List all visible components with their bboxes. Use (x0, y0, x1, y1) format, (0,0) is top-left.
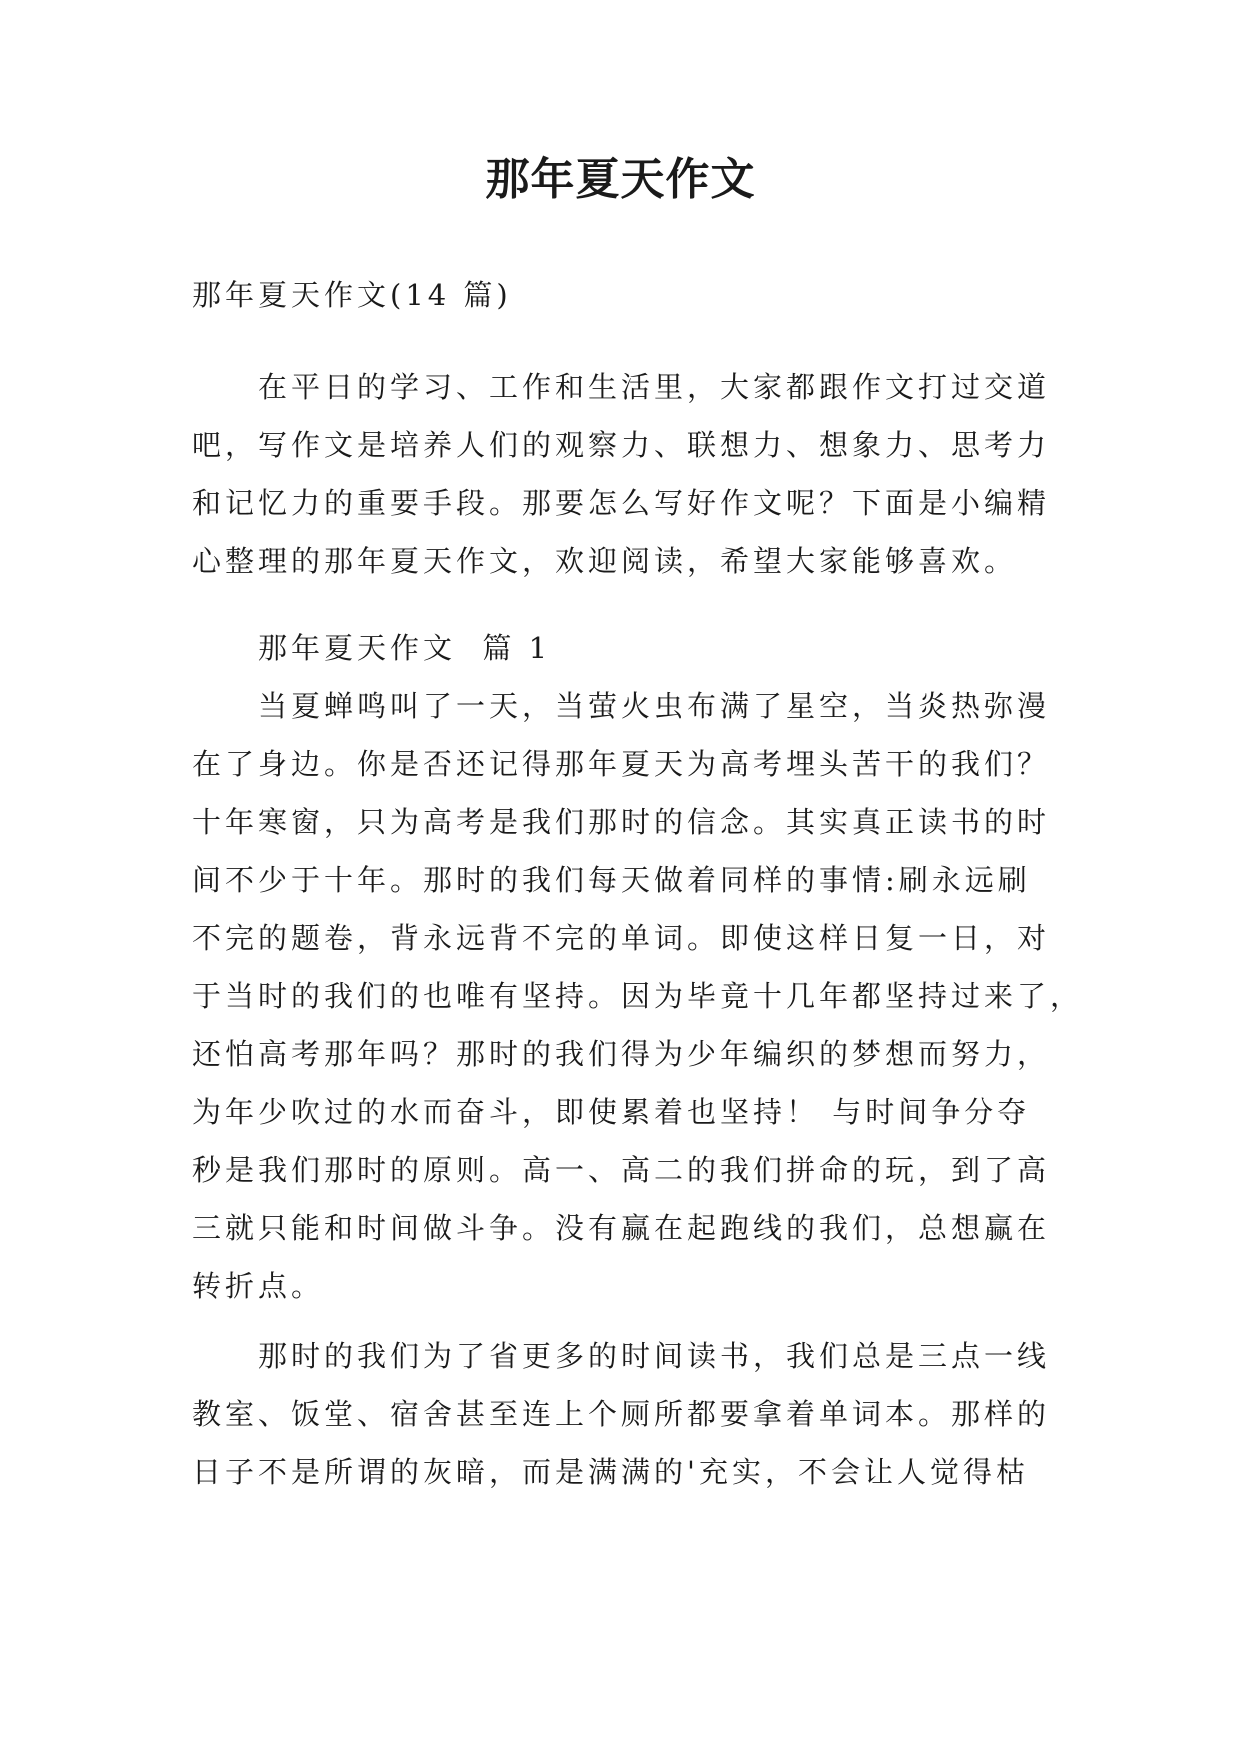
paragraph-line: 于当时的我们的也唯有坚持。因为毕竟十几年都坚持过来了， (192, 979, 1084, 1013)
paragraph-line: 还怕高考那年吗？那时的我们得为少年编织的梦想而努力， (192, 1037, 1051, 1071)
paragraph-line: 那时的我们为了省更多的时间读书，我们总是三点一线 (258, 1339, 1051, 1373)
document-title: 那年夏天作文 (485, 154, 756, 205)
paragraph-line: 转折点。 (192, 1269, 325, 1303)
paragraph-line: 不完的题卷，背永远背不完的单词。即使这样日复一日，对 (192, 921, 1051, 955)
paragraph-line: 在了身边。你是否还记得那年夏天为高考埋头苦干的我们？ (192, 747, 1051, 781)
paragraph-line: 日子不是所谓的灰暗，而是满满的'充实，不会让人觉得枯 (192, 1455, 1029, 1489)
intro-line: 心整理的那年夏天作文，欢迎阅读，希望大家能够喜欢。 (192, 544, 1018, 578)
intro-line: 和记忆力的重要手段。那要怎么写好作文呢？下面是小编精 (192, 486, 1051, 520)
section-heading (192, 619, 1052, 677)
intro-line: 吧，写作文是培养人们的观察力、联想力、想象力、思考力 (192, 428, 1051, 462)
paragraph-line: 十年寒窗，只为高考是我们那时的信念。其实真正读书的时 (192, 805, 1051, 839)
section-heading-line: 那年夏天作文 篇 1 (258, 631, 552, 665)
paragraph-line: 间不少于十年。那时的我们每天做着同样的事情:刷永远刷 (192, 863, 1031, 897)
paragraph-line: 为年少吹过的水而奋斗，即使累着也坚持！ 与时间争分夺 (192, 1095, 1031, 1129)
subtitle-line: 那年夏天作文(14 篇) (192, 278, 512, 312)
paragraph-line: 秒是我们那时的原则。高一、高二的我们拼命的玩，到了高 (192, 1153, 1051, 1187)
paragraph-2 (192, 1327, 1052, 1501)
document-subtitle (192, 266, 1052, 324)
paragraph-1 (192, 677, 1084, 1315)
paragraph-line: 当夏蝉鸣叫了一天，当萤火虫布满了星空，当炎热弥漫 (258, 689, 1051, 723)
intro-paragraph (192, 358, 1052, 590)
intro-line: 在平日的学习、工作和生活里，大家都跟作文打过交道 (258, 370, 1051, 404)
paragraph-line: 三就只能和时间做斗争。没有赢在起跑线的我们，总想赢在 (192, 1211, 1051, 1245)
paragraph-line: 教室、饭堂、宿舍甚至连上个厕所都要拿着单词本。那样的 (192, 1397, 1051, 1431)
